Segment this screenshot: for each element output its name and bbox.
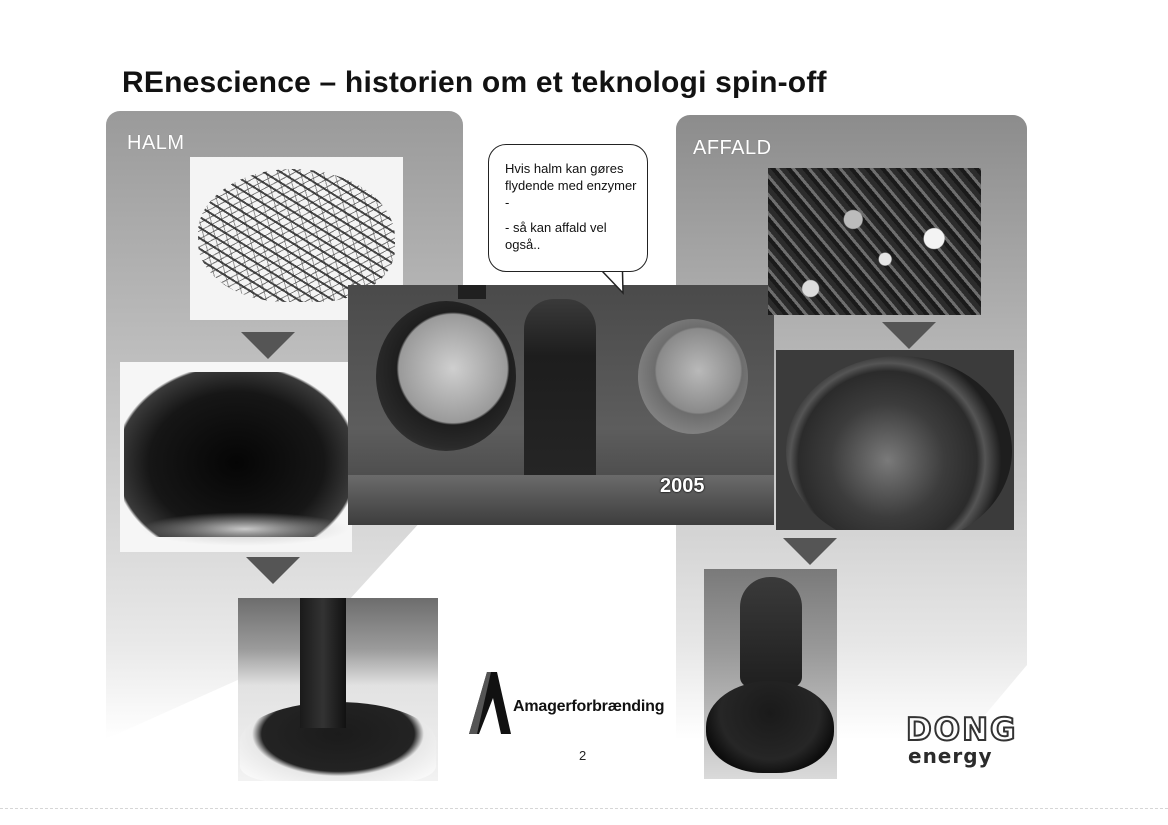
waste-photo [768, 168, 981, 315]
waste-basin-photo [704, 569, 837, 779]
energy-wordmark: energy [908, 744, 993, 768]
waste-tank-photo [776, 350, 1014, 530]
amager-wordmark: Amagerforbrænding [513, 698, 665, 715]
bubble-text-1: Hvis halm kan gøres flydende med enzymer - [505, 161, 637, 210]
straw-bucket-photo [238, 598, 438, 781]
lab-reactor-photo [348, 285, 774, 525]
halm-label: HALM [127, 132, 185, 154]
dong-energy-logo [906, 712, 1026, 772]
dong-wordmark: DONG [906, 712, 1018, 748]
slide-title: REnescience – historien om et teknologi spin-off [122, 66, 827, 99]
arrow-down-icon [241, 332, 295, 359]
arrow-down-icon [783, 538, 837, 565]
bubble-text-2: - så kan affald vel også.. [505, 220, 607, 252]
amagerforbraending-logo [467, 668, 677, 738]
speech-bubble [488, 144, 648, 272]
affald-label: AFFALD [693, 137, 772, 159]
scan-edge-line [0, 808, 1168, 810]
year-label: 2005 [660, 475, 705, 497]
page-number: 2 [579, 748, 587, 763]
liquefied-straw-photo [120, 362, 352, 552]
arrow-down-icon [882, 322, 936, 349]
amager-a-icon [467, 668, 513, 738]
arrow-down-icon [246, 557, 300, 584]
